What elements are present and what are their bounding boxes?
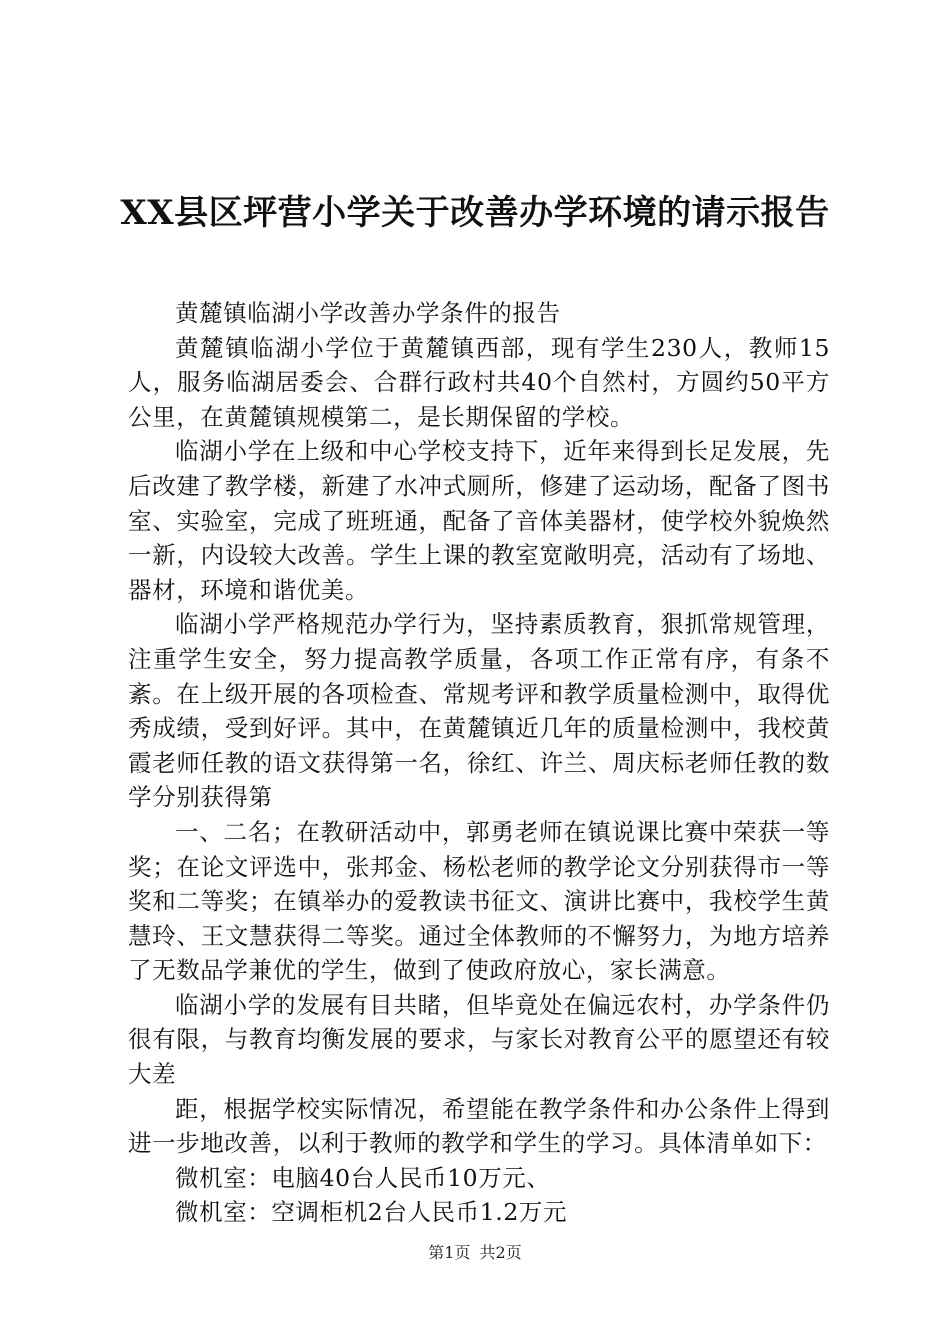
page-number: 第1页: [428, 1243, 471, 1262]
paragraph-request: 距，根据学校实际情况，希望能在教学条件和办公条件上得到进一步地改善，以利于教师的教学和学生的学习。具体清单如下：: [128, 1094, 830, 1158]
list-item: 微机室：空调柜机2台人民币1.2万元: [175, 1198, 568, 1227]
list-item: 微机室：电脑40台人民币10万元、: [175, 1163, 551, 1192]
document-body: [128, 296, 830, 1230]
paragraph-awards: 一、二名；在教研活动中，郭勇老师在镇说课比赛中荣获一等奖；在论文评选中，张邦金、杨松老师的教学论文分别获得市一等奖和二等奖；在镇举办的爱教读书征文、演讲比赛中，我校学生黄慧玲、王文慧获得二等奖。通过全体教师的不懈努力，为地方培养了无数品学兼优的学生，做到了使政府放心，家长满意。: [128, 817, 830, 985]
page-footer: [0, 1242, 950, 1264]
paragraph-subtitle: 黄麓镇临湖小学改善办学条件的报告: [175, 299, 561, 327]
paragraph-limitations: 临湖小学的发展有目共睹，但毕竟处在偏远农村，办学条件仍很有限，与教育均衡发展的要求，与家长对教育公平的愿望还有较大差: [128, 990, 830, 1089]
document-title: XX县区坪营小学关于改善办学环境的请示报告: [120, 193, 830, 233]
paragraph-development: 临湖小学在上级和中心学校支持下，近年来得到长足发展，先后改建了教学楼，新建了水冲式厕所，修建了运动场，配备了图书室、实验室，完成了班班通，配备了音体美器材，使学校外貌焕然一新，内设较大改善。学生上课的教室宽敞明亮，活动有了场地、器材，环境和谐优美。: [128, 437, 830, 604]
paragraph-intro: 黄麓镇临湖小学位于黄麓镇西部，现有学生230人，教师15人，服务临湖居委会、合群行政村共40个自然村，方圆约50平方公里，在黄麓镇规模第二，是长期保留的学校。: [128, 333, 830, 431]
page-total: 共2页: [479, 1243, 522, 1262]
paragraph-management: 临湖小学严格规范办学行为，坚持素质教育，狠抓常规管理，注重学生安全，努力提高教学质量，各项工作正常有序，有条不紊。在上级开展的各项检查、常规考评和教学质量检测中，取得优秀成绩，受到好评。其中，在黄麓镇近几年的质量检测中，我校黄霞老师任教的语文获得第一名，徐红、许兰、周庆标老师任教的数学分别获得第: [128, 610, 830, 812]
